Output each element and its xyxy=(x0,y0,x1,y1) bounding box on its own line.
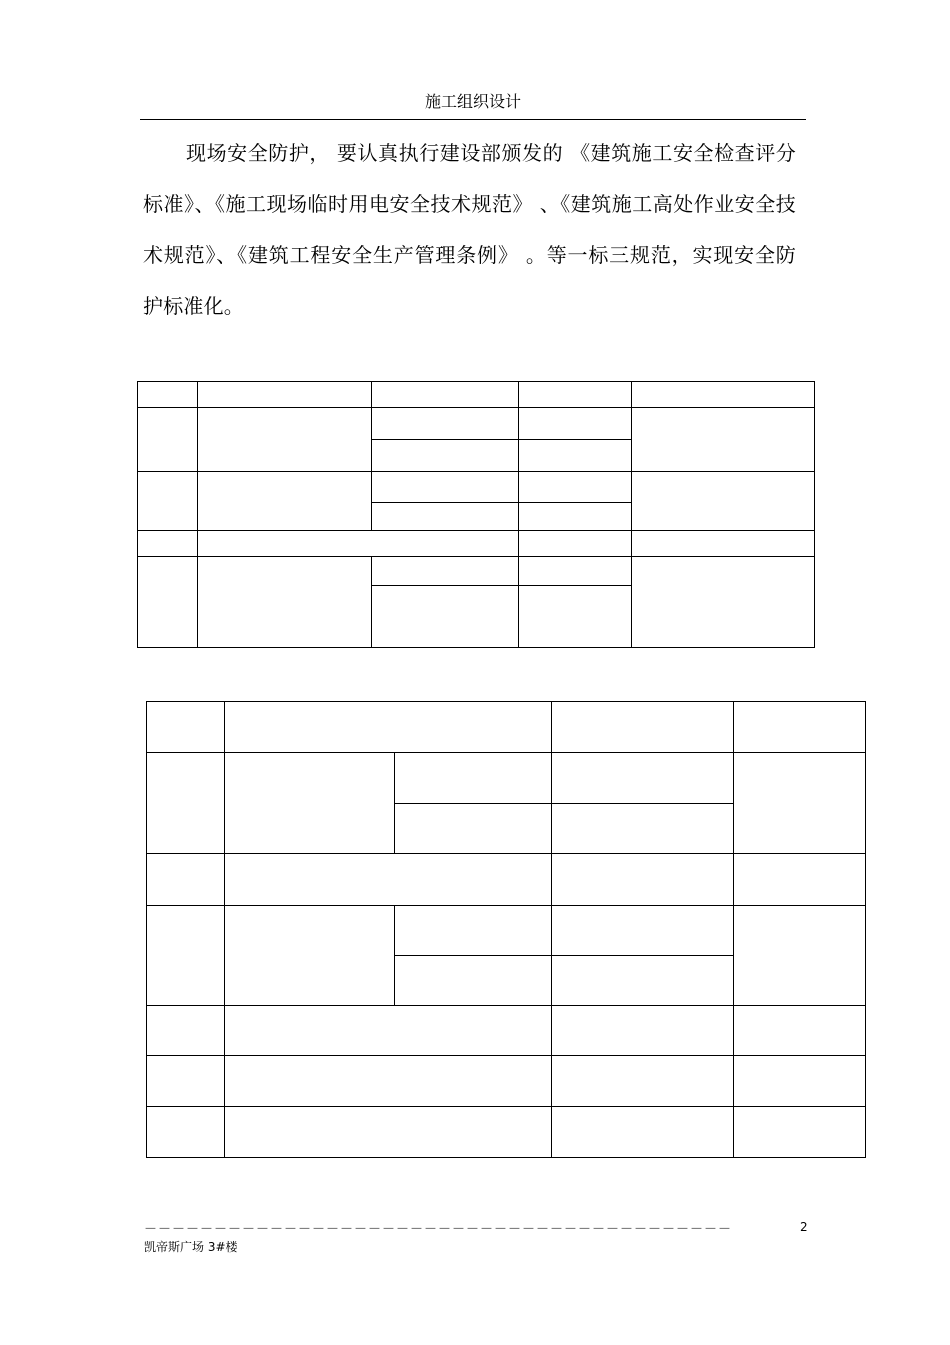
table-cell xyxy=(138,472,198,531)
table-cell xyxy=(552,1006,734,1056)
table-cell xyxy=(372,503,519,531)
table-cell xyxy=(632,557,815,648)
table-cell xyxy=(147,1006,225,1056)
table-cell xyxy=(138,557,198,648)
table-cell xyxy=(519,557,632,586)
table-cell xyxy=(198,531,519,557)
table-cell xyxy=(552,753,734,804)
table-cell xyxy=(225,702,552,753)
table-cell xyxy=(552,1056,734,1107)
table-cell xyxy=(734,753,866,854)
table-cell xyxy=(372,408,519,440)
table-cell xyxy=(632,472,815,531)
table-cell xyxy=(372,382,519,408)
table-cell xyxy=(147,753,225,854)
page-header-title: 施工组织设计 xyxy=(424,92,521,111)
table-cell xyxy=(225,854,552,906)
table-cell xyxy=(734,1056,866,1107)
table-cell xyxy=(138,531,198,557)
table-cell xyxy=(225,1056,552,1107)
table-cell xyxy=(519,382,632,408)
table-cell xyxy=(147,702,225,753)
table-cell xyxy=(552,854,734,906)
table-cell xyxy=(147,1056,225,1107)
table-cell xyxy=(519,531,632,557)
table-cell xyxy=(519,503,632,531)
table-cell xyxy=(632,382,815,408)
table-cell xyxy=(147,854,225,906)
table-cell xyxy=(372,440,519,472)
table-cell xyxy=(225,1006,552,1056)
footer-dashed-rule: －－－－－－－－－－－－－－－－－－－－－－－－－－－－－－－－－－－－－－－－－－ xyxy=(144,1222,733,1237)
page-number: 2 xyxy=(800,1220,808,1234)
table-cell xyxy=(734,1006,866,1056)
table-cell xyxy=(734,906,866,1006)
table-cell xyxy=(198,408,372,472)
table-cell xyxy=(552,956,734,1006)
table-cell xyxy=(198,382,372,408)
table-cell xyxy=(225,1107,552,1158)
table-cell xyxy=(372,557,519,586)
table-cell xyxy=(372,472,519,503)
table-cell xyxy=(372,586,519,648)
table-cell xyxy=(138,408,198,472)
table-cell xyxy=(147,906,225,1006)
table-cell xyxy=(519,472,632,503)
table-cell xyxy=(225,753,395,854)
table-cell xyxy=(734,854,866,906)
table-cell xyxy=(147,1107,225,1158)
table-cell xyxy=(395,956,552,1006)
body-paragraph: 现场安全防护， 要认真执行建设部颁发的 《建筑施工安全检查评分标准》、《施工现场临时用电安全技术规范》 、《建筑施工高处作业安全技术规范》、《建筑工程安全生产管理条例》 。等一标三规范，实现安全防护标准化。 xyxy=(143,141,796,318)
table-cell xyxy=(552,1107,734,1158)
header-rule xyxy=(140,119,806,120)
table-cell xyxy=(734,702,866,753)
table-cell xyxy=(519,440,632,472)
table-cell xyxy=(734,1107,866,1158)
table-cell xyxy=(519,408,632,440)
table-cell xyxy=(198,557,372,648)
table-cell xyxy=(632,531,815,557)
table-cell xyxy=(552,906,734,956)
table-cell xyxy=(632,408,815,472)
table-cell xyxy=(552,804,734,854)
table-cell xyxy=(138,382,198,408)
blank-table-1 xyxy=(137,381,815,648)
table-cell xyxy=(519,586,632,648)
footer-project-name: 凯帝斯广场 3#楼 xyxy=(144,1240,238,1254)
table-cell xyxy=(552,702,734,753)
table-cell xyxy=(395,906,552,956)
blank-table-2 xyxy=(146,701,866,1158)
table-cell xyxy=(395,804,552,854)
table-cell xyxy=(395,753,552,804)
table-cell xyxy=(198,472,372,531)
table-cell xyxy=(225,906,395,1006)
